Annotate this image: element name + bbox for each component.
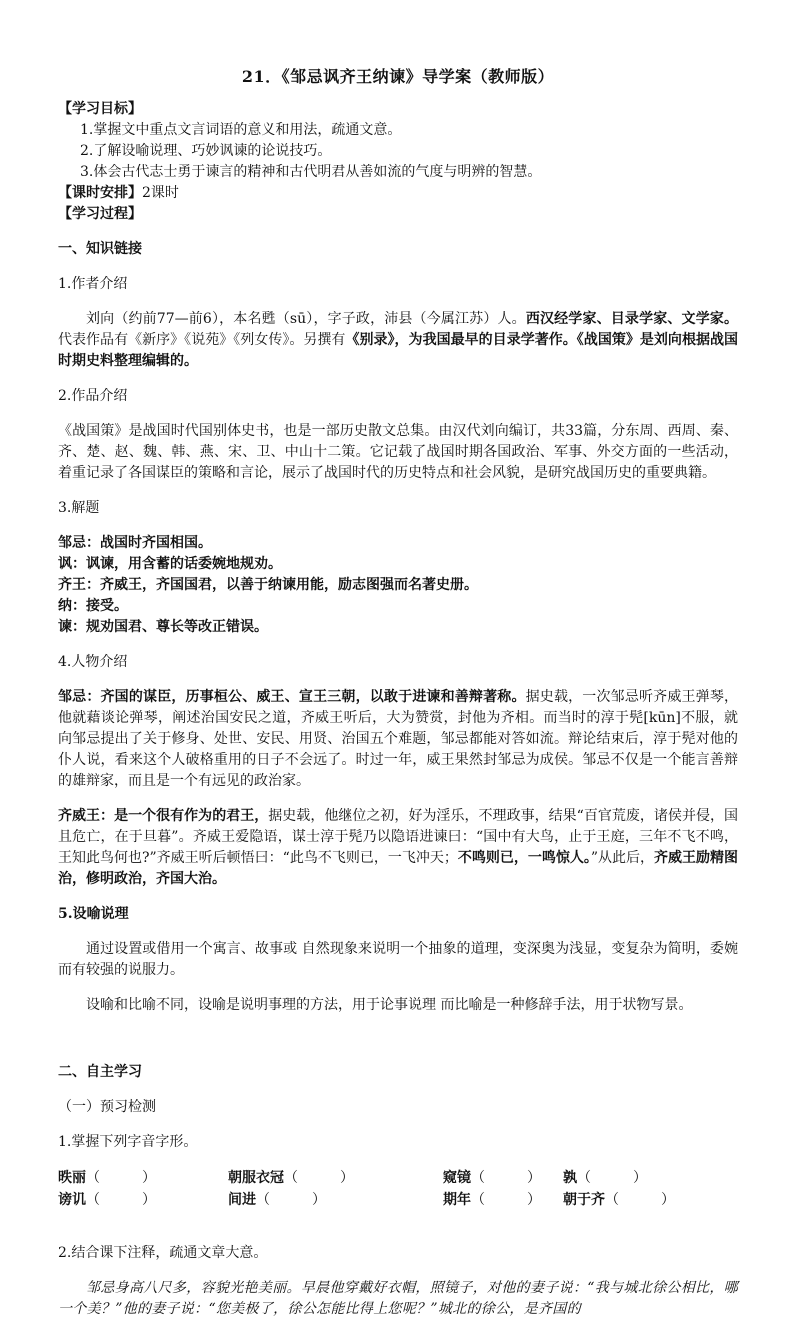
qiwei-text: 据史载，他继位之初，好为淫乐，不理政事，结果“百官荒废，诸侯并侵，国且危亡，在于旦暮”。齐威王爱隐语，谋士淳于髡乃以隐语进谏曰：“国中有大鸟，止于王庭，三年不飞不鸣，王知此鸟何也?”齐威王听后顿悟曰：“此鸟不飞则已，一飞冲天； xyxy=(58,808,739,866)
pinyin-item: 孰（ ） xyxy=(563,1170,647,1186)
author-text-bold: 《别录》，为我国最早的目录学著作。《战国策》是刘向根据战国时期史料整理编辑的。 xyxy=(58,332,739,369)
explain-item: 纳：接受。 xyxy=(58,598,128,614)
work-heading: 2.作品介绍 xyxy=(58,388,128,404)
metaphor-paragraph: 设喻和比喻不同，设喻是说明事理的方法，用于论事说理 而比喻是一种修辞手法，用于状物写景。 xyxy=(86,997,693,1013)
explain-item: 讽：讽谏，用含蓄的话委婉地规劝。 xyxy=(58,556,282,572)
explain-item: 谏：规劝国君、尊长等改正错误。 xyxy=(58,619,268,635)
pinyin-item: 朝于齐（ ） xyxy=(563,1192,675,1208)
metaphor-paragraph: 通过设置或借用一个寓言、故事或 自然现象来说明一个抽象的道理，变深奥为浅显，变复杂为简明，委婉而有较强的说服力。 xyxy=(58,941,738,978)
document-page xyxy=(58,64,738,1334)
section-heading: 二、自主学习 xyxy=(58,1064,142,1080)
author-text-bold: 西汉经学家、目录学家、文学家。 xyxy=(525,311,739,327)
zouji-paragraph xyxy=(58,687,738,792)
pinyin-item: 谤讥（ ） xyxy=(58,1192,156,1208)
work-paragraph: 《战国策》是战国时代国别体史书，也是一部历史散文总集。由汉代刘向编订，共33篇，分东周、西周、秦、齐、楚、赵、魏、韩、燕、宋、卫、中山十二策。它记载了战国时期各国政治、军事、外交方面的一些活动，着重记录了各国谋臣的策略和言论，展示了战国时代的历史特点和社会风貌，是研究战国历史的重要典籍。 xyxy=(58,423,738,481)
explain-item: 齐王：齐威王，齐国国君，以善于纳谏用能，励志图强而名著史册。 xyxy=(58,577,478,593)
translate-paragraph: 邹忌身高八尺多，容貌光艳美丽。早晨他穿戴好衣帽，照镜子，对他的妻子说：“我与城北徐公相比，哪一个美？”他的妻子说：“您美极了，徐公怎能比得上您呢？”城北的徐公，是齐国的 xyxy=(58,1280,738,1317)
explain-heading: 3.解题 xyxy=(58,500,100,516)
schedule-label: 【课时安排】 xyxy=(58,185,142,201)
preview-heading: （一）预习检测 xyxy=(58,1099,156,1115)
pinyin-item: 朝服衣冠（ ） xyxy=(228,1170,354,1186)
explain-item: 邹忌：战国时齐国相国。 xyxy=(58,535,212,551)
author-text: 代表作品有《新序》《说苑》《列女传》。另撰有 xyxy=(58,332,346,348)
qiwei-bold: 不鸣则已，一鸣惊人。 xyxy=(457,850,591,866)
metaphor-heading: 5.设喻说理 xyxy=(58,906,129,922)
page-title: 21．《邹忌讽齐王纳谏》导学案（教师版） xyxy=(241,67,555,86)
author-text: 刘向（约前77—前6），本名甦（sū），字子政，沛县（今属江苏）人。 xyxy=(86,311,526,327)
goals-heading: 【学习目标】 xyxy=(58,101,142,117)
qiwei-bold: 齐威王：是一个很有作为的君王， xyxy=(58,808,269,824)
schedule-value: 2课时 xyxy=(142,185,179,201)
qiwei-text: ”从此后， xyxy=(590,850,654,866)
author-heading: 1.作者介绍 xyxy=(58,276,128,292)
goal-item: 2.了解设喻说理、巧妙讽谏的论说技巧。 xyxy=(80,143,332,159)
zouji-bold: 邹忌：齐国的谋臣，历事桓公、威王、宣王三朝，以敢于进谏和善辩著称。 xyxy=(58,689,526,705)
author-paragraph xyxy=(58,309,738,372)
translate-heading: 2.结合课下注释，疏通文章大意。 xyxy=(58,1245,268,1261)
pinyin-item: 间进（ ） xyxy=(228,1192,326,1208)
pinyin-item: 窥镜（ ） xyxy=(443,1170,541,1186)
section-heading: 一、知识链接 xyxy=(58,241,142,257)
schedule-line xyxy=(58,183,738,204)
pinyin-item: 昳丽（ ） xyxy=(58,1170,156,1186)
zouji-text: 据史载，一次邹忌听齐威王弹琴，他就藉谈论弹琴，阐述治国安民之道，齐威王听后，大为赞赏，封他为齐相。而当时的淳于髡[kūn]不服，就向邹忌提出了关于修身、处世、安民、用贤、治国五个难题，邹忌都能对答如流。辩论结束后，淳于髡对他的仆人说，看来这个人破格重用的日子不会远了。时过一年，威王果然封邹忌为成侯。邹忌不仅是一个能言善辩的雄辩家，而且是一个有远见的政治家。 xyxy=(58,689,739,789)
people-heading: 4.人物介绍 xyxy=(58,654,128,670)
qiwei-bold: 齐威王励精图治，修明政治，齐国大治。 xyxy=(58,850,738,887)
pinyin-item: 期年（ ） xyxy=(443,1192,541,1208)
qiwei-paragraph xyxy=(58,806,738,890)
pinyin-table xyxy=(58,1167,738,1211)
process-heading: 【学习过程】 xyxy=(58,206,142,222)
pinyin-heading: 1.掌握下列字音字形。 xyxy=(58,1134,198,1150)
goal-item: 1.掌握文中重点文言词语的意义和用法，疏通文意。 xyxy=(80,122,402,138)
goal-item: 3.体会古代志士勇于谏言的精神和古代明君从善如流的气度与明辨的智慧。 xyxy=(80,164,542,180)
